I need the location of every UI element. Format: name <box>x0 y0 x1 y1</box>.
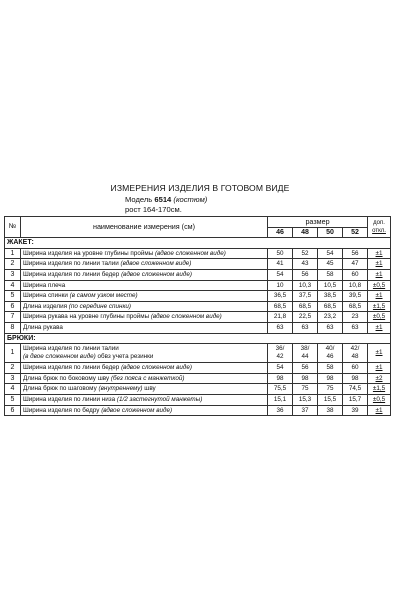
row-name: Длина рукава <box>21 322 268 333</box>
row-value: 45 <box>318 259 343 270</box>
row-value: 36 <box>268 405 293 416</box>
row-value: 10,5 <box>318 280 343 291</box>
row-tolerance: ±0,5 <box>368 312 391 323</box>
table-row <box>5 248 391 259</box>
height-line: рост 164-170см. <box>125 205 182 214</box>
table-row <box>5 344 391 363</box>
row-number: 8 <box>5 322 21 333</box>
model-number: 6514 <box>154 195 172 204</box>
row-value: 52 <box>293 248 318 259</box>
row-name: Ширина изделия по линии талии (в двое сложенном виде) обвз учета резинки <box>21 344 268 363</box>
row-value: 15,7 <box>343 394 368 405</box>
row-value: 63 <box>268 322 293 333</box>
row-number: 5 <box>5 291 21 302</box>
table-row <box>5 301 391 312</box>
row-name: Ширина изделия по бедру (вдвое сложенном виде) <box>21 405 268 416</box>
row-value: 15,1 <box>268 394 293 405</box>
model-line <box>125 195 325 204</box>
row-value: 75,5 <box>268 384 293 395</box>
row-value: 68,5 <box>343 301 368 312</box>
row-value: 38 <box>318 405 343 416</box>
row-number: 6 <box>5 405 21 416</box>
model-type: (костюм) <box>173 195 208 204</box>
document-title-block <box>0 183 400 194</box>
row-number: 3 <box>5 269 21 280</box>
row-value: 23 <box>343 312 368 323</box>
table-row <box>5 384 391 395</box>
section-pants-row <box>5 333 391 344</box>
row-name: Ширина рукава на уровне глубины проймы (вдвое сложенном виде) <box>21 312 268 323</box>
row-value: 60 <box>343 363 368 374</box>
row-number: 2 <box>5 259 21 270</box>
row-value: 56 <box>343 248 368 259</box>
row-value: 56 <box>293 363 318 374</box>
document-title: ИЗМЕРЕНИЯ ИЗДЕЛИЯ В ГОТОВОМ ВИДЕ <box>110 183 290 193</box>
section-jacket-row <box>5 238 391 249</box>
row-value: 98 <box>318 373 343 384</box>
row-value: 15,3 <box>293 394 318 405</box>
row-value: 54 <box>318 248 343 259</box>
row-value: 63 <box>293 322 318 333</box>
row-tolerance: ±0,5 <box>368 280 391 291</box>
row-number: 4 <box>5 384 21 395</box>
row-value: 58 <box>318 363 343 374</box>
section-pants: БРЮКИ: <box>5 333 391 344</box>
row-number: 1 <box>5 248 21 259</box>
row-value: 23,2 <box>318 312 343 323</box>
table-row <box>5 322 391 333</box>
row-value: 98 <box>268 373 293 384</box>
row-value: 68,5 <box>318 301 343 312</box>
table-row <box>5 405 391 416</box>
row-value: 63 <box>318 322 343 333</box>
header-size: размер <box>268 217 368 228</box>
row-value: 39 <box>343 405 368 416</box>
table-row <box>5 280 391 291</box>
row-tolerance: ±1,5 <box>368 301 391 312</box>
row-tolerance: ±1 <box>368 259 391 270</box>
row-value: 37,5 <box>293 291 318 302</box>
row-value: 38/ 44 <box>293 344 318 363</box>
row-value: 22,5 <box>293 312 318 323</box>
row-value: 10,8 <box>343 280 368 291</box>
row-value: 36,5 <box>268 291 293 302</box>
table-row <box>5 291 391 302</box>
row-name: Длина изделия (по середине спинки) <box>21 301 268 312</box>
row-value: 63 <box>343 322 368 333</box>
table-row <box>5 259 391 270</box>
size-52: 52 <box>343 227 368 238</box>
row-name: Ширина спинки (в самом узком месте) <box>21 291 268 302</box>
row-value: 41 <box>268 259 293 270</box>
row-tolerance: ±1 <box>368 322 391 333</box>
row-value: 68,5 <box>293 301 318 312</box>
row-name: Ширина плеча <box>21 280 268 291</box>
table-header-row <box>5 217 391 228</box>
row-number: 1 <box>5 344 21 363</box>
row-value: 39,5 <box>343 291 368 302</box>
row-number: 6 <box>5 301 21 312</box>
model-prefix: Модель <box>125 195 153 204</box>
row-value: 47 <box>343 259 368 270</box>
row-number: 5 <box>5 394 21 405</box>
row-value: 75 <box>293 384 318 395</box>
row-name: Длина брюк по боковому шву (без пояса с манжеткой) <box>21 373 268 384</box>
row-tolerance: ±1 <box>368 405 391 416</box>
row-tolerance: ±1 <box>368 269 391 280</box>
row-number: 2 <box>5 363 21 374</box>
row-value: 98 <box>293 373 318 384</box>
row-number: 7 <box>5 312 21 323</box>
row-value: 54 <box>268 269 293 280</box>
row-number: 3 <box>5 373 21 384</box>
row-tolerance: ±0,5 <box>368 394 391 405</box>
row-value: 40/ 46 <box>318 344 343 363</box>
row-value: 15,5 <box>318 394 343 405</box>
size-50: 50 <box>318 227 343 238</box>
table-row <box>5 312 391 323</box>
row-name: Ширина изделия по линии бедер (вдвое сложенном виде) <box>21 269 268 280</box>
row-value: 37 <box>293 405 318 416</box>
table-row <box>5 394 391 405</box>
table-row <box>5 363 391 374</box>
row-value: 43 <box>293 259 318 270</box>
row-number: 4 <box>5 280 21 291</box>
row-value: 42/ 48 <box>343 344 368 363</box>
row-value: 10,3 <box>293 280 318 291</box>
header-tolerance: доп. откл. <box>368 217 391 238</box>
row-tolerance: ±1 <box>368 248 391 259</box>
row-value: 75 <box>318 384 343 395</box>
row-value: 36/ 42 <box>268 344 293 363</box>
header-num: № <box>5 217 21 238</box>
row-value: 21,8 <box>268 312 293 323</box>
row-value: 68,5 <box>268 301 293 312</box>
row-value: 54 <box>268 363 293 374</box>
measurement-table <box>4 216 391 416</box>
row-tolerance: ±1,5 <box>368 384 391 395</box>
row-name: Ширина изделия по линии талии (вдвое сложенном виде) <box>21 259 268 270</box>
row-tolerance: ±2 <box>368 373 391 384</box>
row-value: 58 <box>318 269 343 280</box>
row-value: 38,5 <box>318 291 343 302</box>
row-tolerance: ±1 <box>368 344 391 363</box>
row-value: 98 <box>343 373 368 384</box>
row-value: 74,5 <box>343 384 368 395</box>
section-jacket: ЖАКЕТ: <box>5 238 391 249</box>
size-46: 46 <box>268 227 293 238</box>
row-tolerance: ±1 <box>368 291 391 302</box>
table-row <box>5 269 391 280</box>
row-name: Ширина изделия по линии низа (1/2 застегнутой манжеты) <box>21 394 268 405</box>
row-name: Ширина изделия на уровне глубины проймы (вдвое сложенном виде) <box>21 248 268 259</box>
row-value: 56 <box>293 269 318 280</box>
row-name: Ширина изделия по линии бедер (вдвое сложенном виде) <box>21 363 268 374</box>
size-48: 48 <box>293 227 318 238</box>
row-name: Длина брюк по шаговому (внутреннему) шву <box>21 384 268 395</box>
header-name: наименование измерения (см) <box>21 217 268 238</box>
row-value: 50 <box>268 248 293 259</box>
row-value: 60 <box>343 269 368 280</box>
row-tolerance: ±1 <box>368 363 391 374</box>
row-value: 10 <box>268 280 293 291</box>
table-row <box>5 373 391 384</box>
